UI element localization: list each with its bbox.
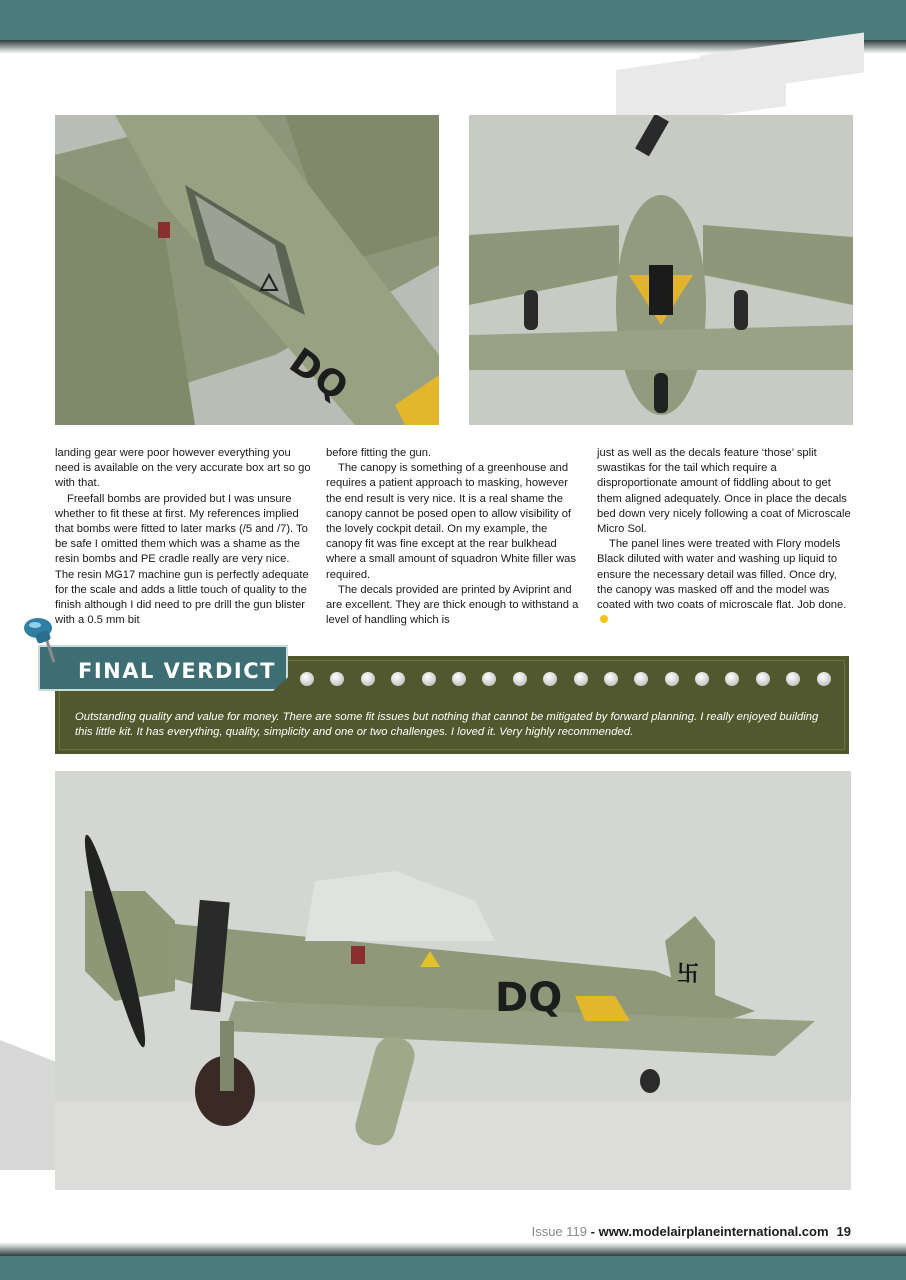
final-verdict-title: FINAL VERDICT: [78, 659, 276, 683]
article-paragraph: [597, 537, 853, 628]
page-footer: [532, 1224, 851, 1239]
article-paragraph: before fitting the gun.: [326, 447, 432, 459]
svg-text:卐: 卐: [677, 962, 700, 987]
aircraft-model-side-view-photo: [55, 771, 851, 1190]
bottom-banner-shadow: [0, 1242, 906, 1256]
end-of-article-dot-icon: [600, 615, 608, 623]
page-number: 19: [836, 1224, 851, 1239]
article-paragraph: landing gear were poor however everything you need is available on the very accurate box art so go with that.: [55, 447, 311, 490]
article-column-3: [597, 446, 853, 628]
bottom-banner: [0, 1256, 906, 1280]
final-verdict-text: Outstanding quality and value for money. There are some fit issues but nothing that cannot be mitigated by forward planning. I really enjoyed building this little kit. It has everything, quality, simplicity and one or two challenges. I loved it. Very highly recommended.: [75, 711, 819, 738]
article-paragraph: Freefall bombs are provided but I was unsure whether to fit these at first. My references implied that bombs were fitted to later marks (/5 and /7). To be safe I omitted them which was a shame as the resin bombs and PE cradle really are very nice. The resin MG17 machine gun is perfectly adequate for the scale and adds a little touch of quality to the finish although I did need to pre drill the gun blister with a 0.5 mm bit: [55, 492, 309, 627]
svg-text:DQ: DQ: [281, 340, 355, 410]
decorative-shape: [0, 1040, 60, 1170]
article-paragraph: The decals provided are printed by Aviprint and are excellent. They are thick enough to withstand a level of handling which is: [326, 583, 579, 627]
svg-text:DQ: DQ: [495, 975, 563, 1021]
aircraft-model-top-view-photo: [55, 115, 439, 425]
pushpin-icon: [18, 612, 68, 672]
article-paragraph-text: The panel lines were treated with Flory models Black diluted with water and washing up liquid to ensure the necessary detail was filled. Once dry, the canopy was masked off and the model was coated with two coats of microscale flat. Job done.: [597, 538, 847, 612]
article-paragraph: The canopy is something of a greenhouse and requires a patient approach to masking, however the end result is very nice. It is a real shame the canopy cannot be posed open to allow visibility of the lovely cockpit detail. On my example, the canopy fit was fine except at the rear bulkhead where a small amount of squadron White filler was required.: [326, 462, 576, 581]
article-paragraph: just as well as the decals feature ‘those’ split swastikas for the tail which require a disproportionate amount of fiddling about to get them aligned adequately. Once in place the decals bed down very nicely following a coat of Microscale Micro Sol.: [597, 447, 851, 536]
top-banner: [0, 0, 906, 40]
article-column-2: [326, 446, 582, 628]
issue-number: Issue 119: [531, 1224, 588, 1239]
decorative-dots: [300, 672, 831, 686]
aircraft-model-front-view-photo: [469, 115, 853, 425]
article-column-1: [55, 446, 311, 628]
footer-separator: -: [587, 1224, 599, 1239]
website-link[interactable]: www.modelairplaneinternational.com: [598, 1224, 829, 1239]
